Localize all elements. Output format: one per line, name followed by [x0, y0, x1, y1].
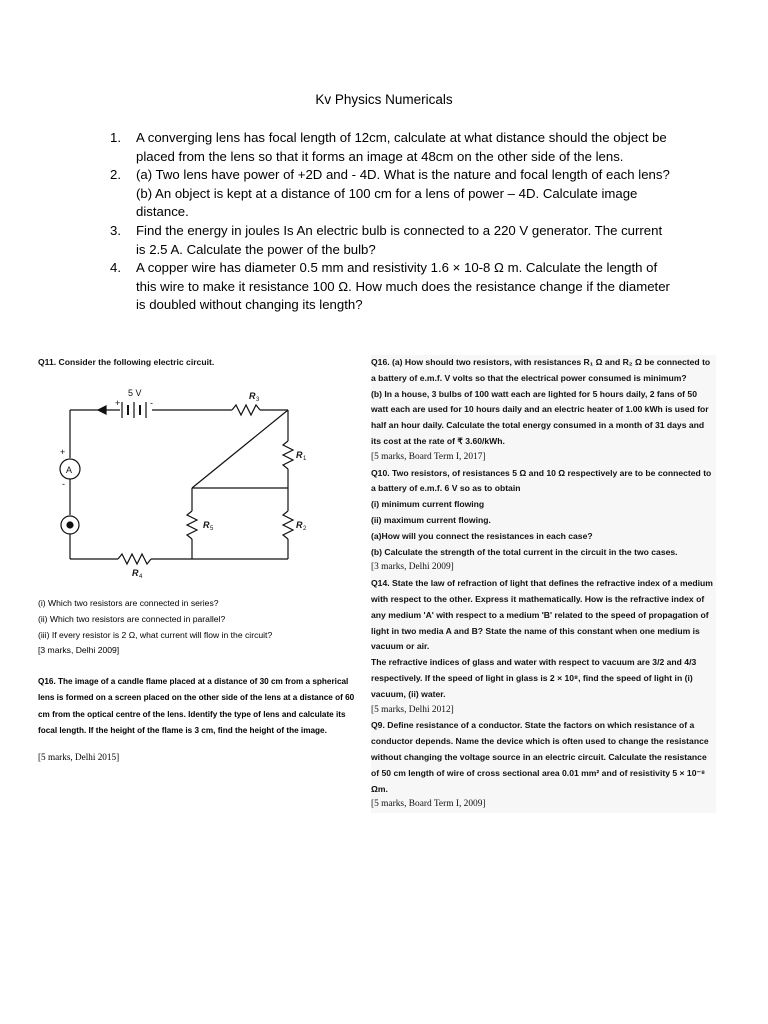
question-text: A copper wire has diameter 0.5 mm and resistivity 1.6 × 10-8 Ω m. Calculate the length of this wire to make it resistance 100 Ω. How much does the resistance change if the diameter is doubled without changing its length?	[136, 260, 670, 313]
battery-label: 5 V	[128, 388, 142, 398]
q16-right-reference: [5 marks, Board Term I, 2017]	[371, 451, 486, 462]
q11-part: (ii) Which two resistors are connected in parallel?	[38, 613, 226, 624]
q16a-text: Q16. (a) How should two resistors, with resistances R₁ Ω and R₂ Ω be connected to a battery of e.m.f. V volts so that the electrical power consumed is minimum?	[371, 357, 711, 383]
question-number: 3.	[110, 222, 121, 238]
question-item	[110, 129, 670, 166]
r3-label: R	[249, 391, 256, 401]
q9-reference: [5 marks, Board Term I, 2009]	[371, 799, 486, 810]
battery-minus: -	[150, 398, 153, 408]
q11-parts	[38, 596, 366, 659]
q14-reference: [5 marks, Delhi 2012]	[371, 704, 454, 715]
r4-sub: 4	[139, 574, 143, 580]
document-title: Kv Physics Numericals	[315, 92, 453, 107]
right-scan-column	[371, 355, 716, 813]
question-number: 4.	[110, 260, 121, 276]
ammeter-minus: -	[62, 479, 65, 489]
q16-reference: [5 marks, Delhi 2015]	[38, 751, 120, 762]
q16b-text: (b) In a house, 3 bulbs of 100 watt each are lighted for 5 hours daily, 2 fans of 50 watt each are used for 10 hours daily and an electric heater of 1.00 kWh is used for half an hour daily. Calculate the total energy consumed in a month of 31 days and its cost at the rate of ₹ 3.60/kWh.	[371, 388, 709, 446]
r4-label: R	[132, 568, 139, 578]
left-scan-column	[38, 355, 363, 371]
q10-part: (a)How will you connect the resistances in each case?	[371, 530, 593, 541]
q11-part: (i) Which two resistors are connected in series?	[38, 598, 219, 608]
question-number: 2.	[110, 167, 121, 183]
q16-text: Q16. The image of a candle flame placed at a distance of 30 cm from a spherical lens is formed on a screen placed on the other side of the lens at a distance of 60 cm from the optical centre of the lens. Identify the type of lens and calculate its focal length. If the height of the flame is 3 cm, find the height of the image.	[38, 677, 355, 736]
question-item	[110, 222, 670, 259]
q10-part: (i) minimum current flowing	[371, 499, 485, 510]
q10-part: (ii) maximum current flowing.	[371, 514, 491, 525]
r5-sub: 5	[210, 526, 214, 532]
q10-heading: Q10. Two resistors, of resistances 5 Ω and 10 Ω respectively are to be connected to a battery of e.m.f. 6 V so as to obtain	[371, 467, 712, 494]
question-item	[110, 166, 670, 222]
q10-part: (b) Calculate the strength of the total current in the circuit in the two cases.	[371, 546, 678, 557]
q10-reference: [3 marks, Delhi 2009]	[371, 562, 454, 573]
r2-label: R	[296, 520, 303, 530]
question-item	[110, 259, 670, 315]
ammeter-plus: +	[60, 447, 66, 457]
question-text: A converging lens has focal length of 12cm, calculate at what distance should the object be placed from the lens so that it forms an image at 48cm on the other side of the lens.	[136, 130, 667, 164]
q11-reference: [3 marks, Delhi 2009]	[38, 645, 120, 656]
q16-left	[38, 666, 366, 774]
q11-part: (iii) If every resistor is 2 Ω, what current will flow in the circuit?	[38, 629, 273, 640]
question-text: (a) Two lens have power of +2D and - 4D. What is the nature and focal length of each lens?	[136, 167, 670, 183]
r1-label: R	[296, 450, 303, 460]
q14b-text: The refractive indices of glass and water with respect to vacuum are 3/2 and 4/3 respectively. If the speed of light in glass is 2 × 10⁸, find the speed of light in (i) vacuum, (ii) water.	[371, 657, 697, 699]
battery-plus: +	[115, 398, 121, 408]
circuit-diagram	[52, 383, 322, 583]
numbered-question-list	[110, 129, 670, 315]
ammeter-label: A	[66, 465, 73, 475]
question-number: 1.	[110, 130, 121, 145]
q11-heading: Q11. Consider the following electric circuit.	[38, 357, 215, 367]
question-text: Find the energy in joules Is An electric bulb is connected to a 220 V generator. The current is 2.5 A. Calculate the power of the bulb?	[136, 222, 663, 257]
r3-sub: 3	[256, 397, 260, 403]
q14-text: Q14. State the law of refraction of light that defines the refractive index of a medium with respect to the other. Express it mathematically. How is the refractive index of any medium 'A' with respect to a medium 'B' related to the speed of propagation of light in two media A and B? State the name of this constant when one medium is vacuum or air.	[371, 578, 713, 652]
r1-sub: 1	[303, 456, 307, 462]
q9-text: Q9. Define resistance of a conductor. State the factors on which resistance of a conductor depends. Name the device which is often used to change the resistance without changing the voltage source in an electric circuit. Calculate the resistance of 50 cm length of wire of cross sectional area 0.01 mm² and of resistivity 5 × 10⁻⁸ Ωm.	[371, 720, 709, 794]
r5-label: R	[203, 520, 210, 530]
r2-sub: 2	[303, 526, 307, 532]
question-text: (b) An object is kept at a distance of 100 cm for a lens of power – 4D. Calculate image distance.	[136, 185, 638, 220]
